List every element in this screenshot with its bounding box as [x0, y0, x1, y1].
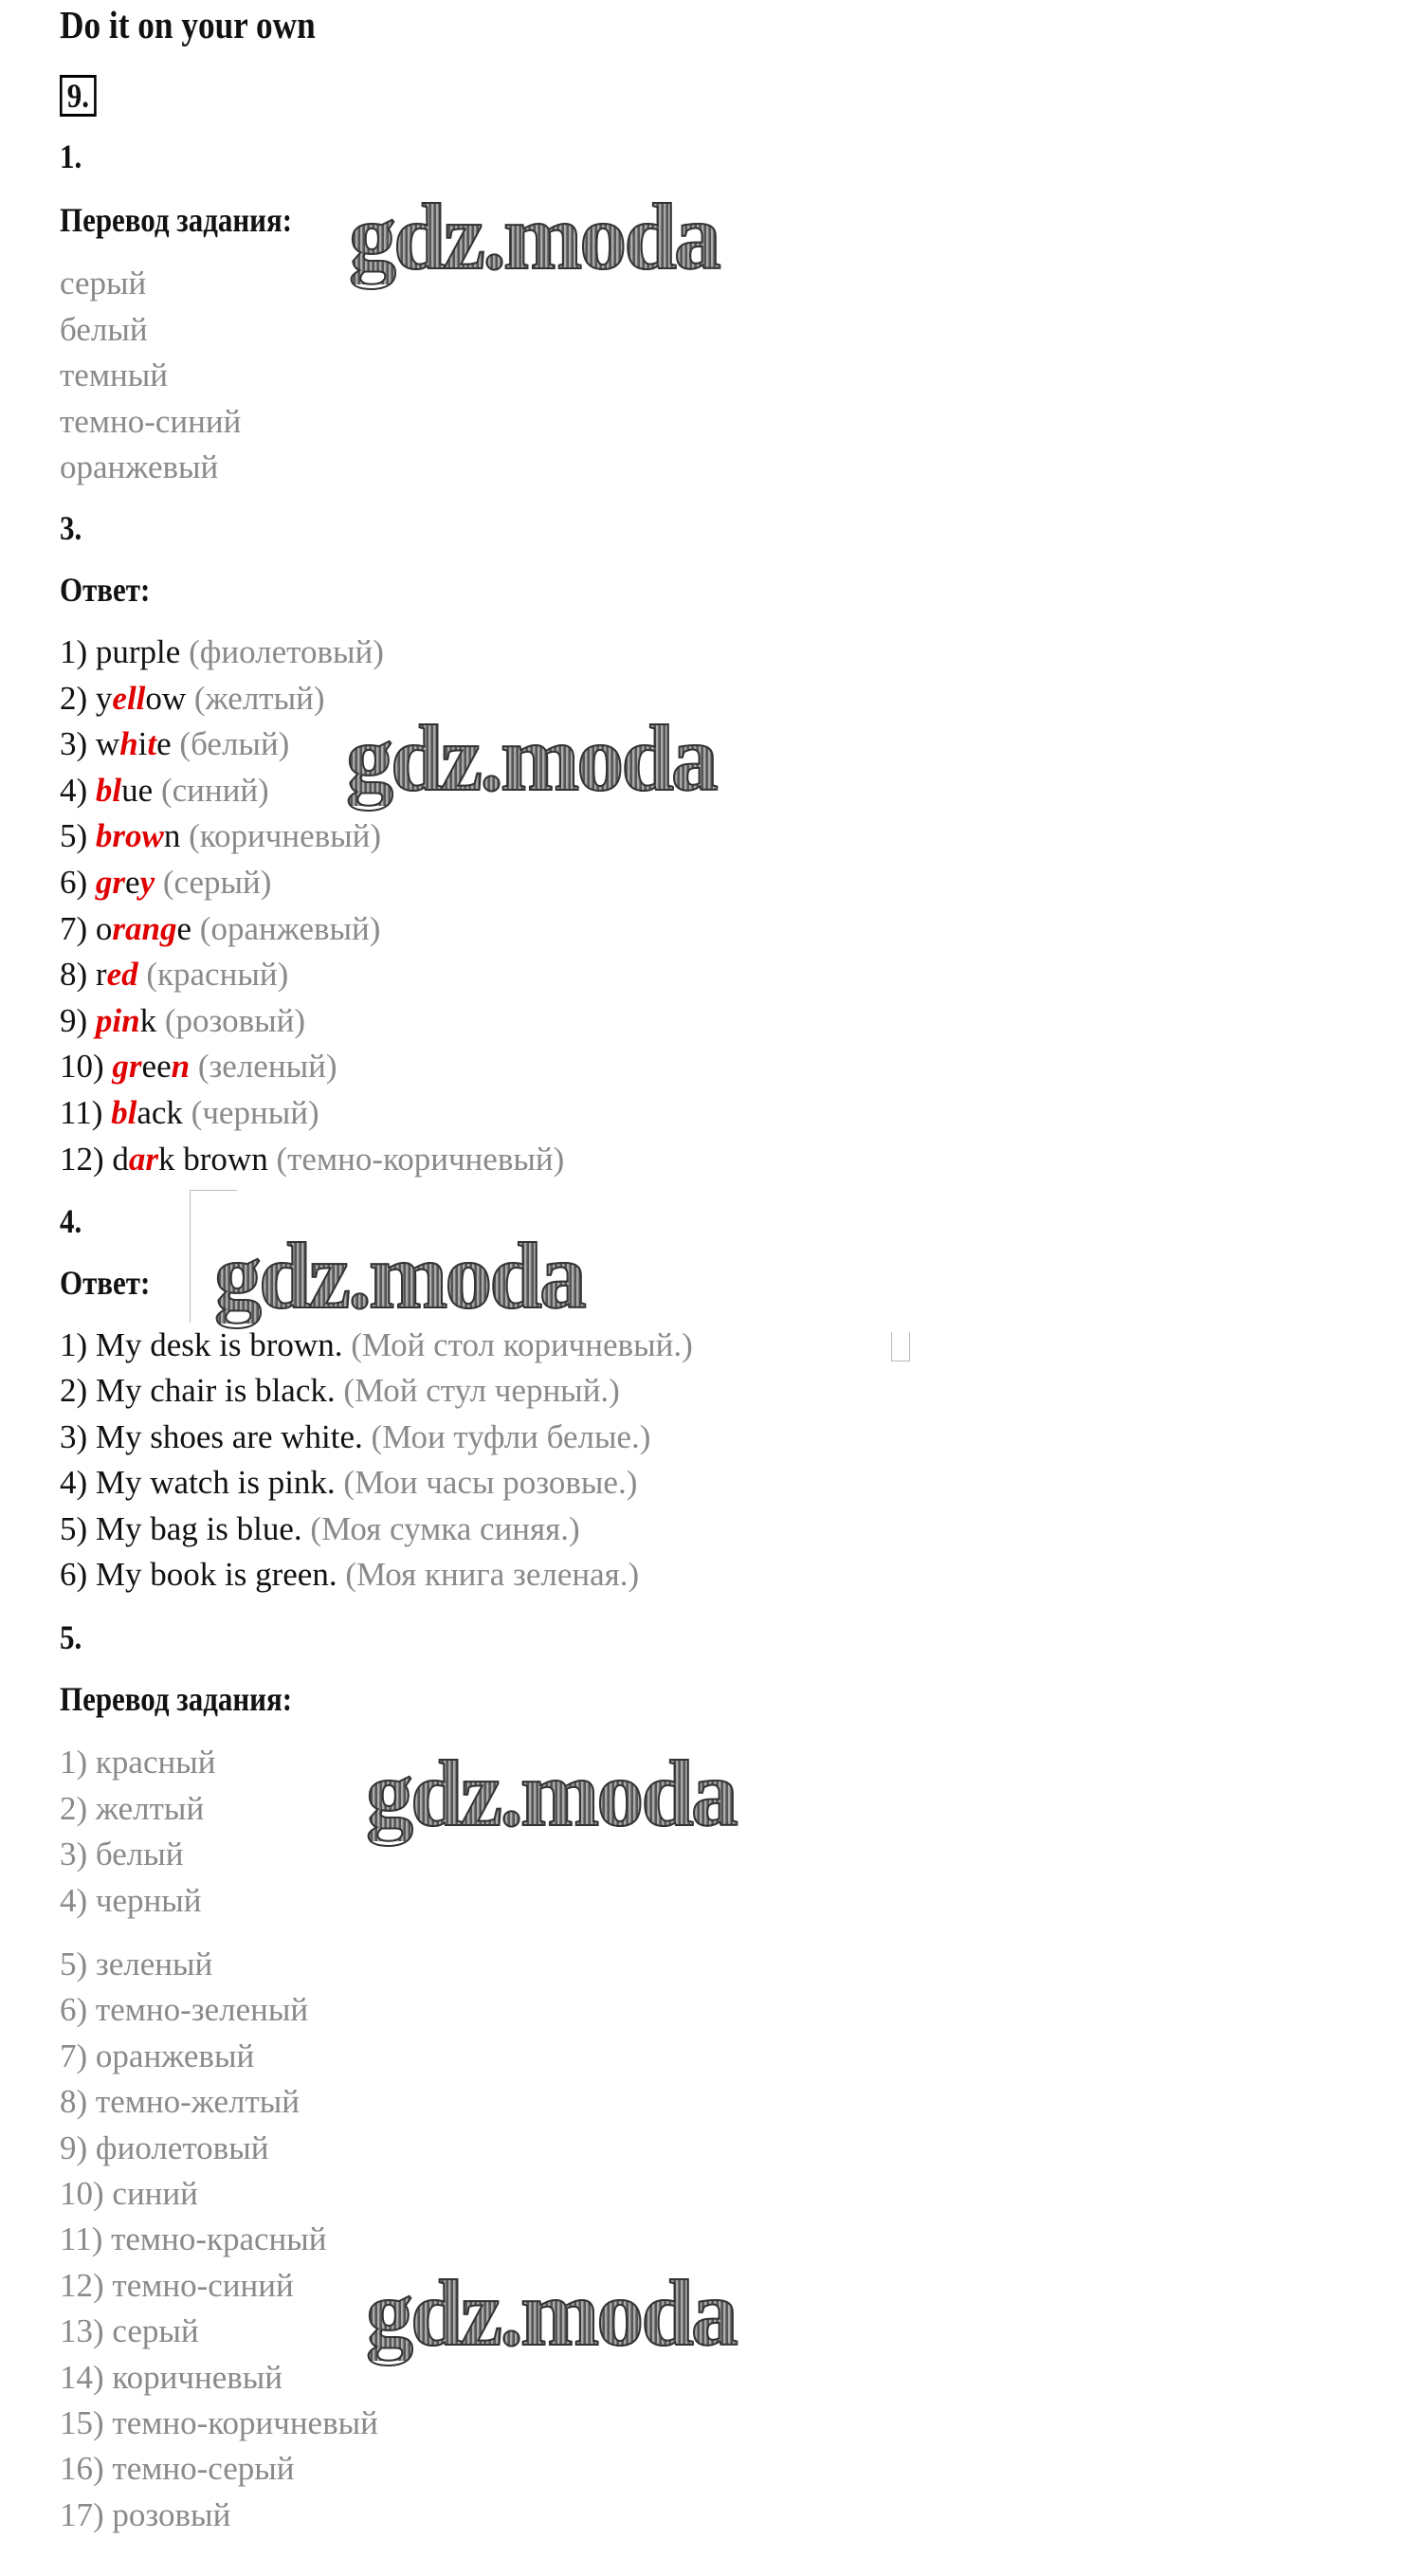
word-part: k brown	[158, 1140, 268, 1178]
word-part: e	[176, 909, 192, 947]
section-1-number: 1.	[60, 137, 82, 175]
translation-item: 16) темно-серый	[60, 2450, 295, 2488]
word-part: e	[156, 725, 172, 763]
section-5-number: 5.	[60, 1618, 82, 1656]
translation: (розовый)	[156, 1001, 306, 1039]
item-number: 5)	[60, 817, 96, 855]
english-sentence: 5) My bag is blue.	[60, 1509, 311, 1547]
word-part: w	[95, 725, 120, 763]
word-part: k	[139, 1001, 157, 1039]
translation: (черный)	[182, 1094, 319, 1131]
word-part: y	[95, 679, 113, 717]
answer-item	[60, 908, 380, 950]
word-part: purple	[95, 633, 181, 670]
word-part: ow	[145, 679, 187, 717]
item-number: 4)	[60, 771, 96, 809]
translation: (белый)	[171, 725, 290, 763]
section-3-heading: Ответ:	[60, 571, 151, 609]
watermark: gdz.moda	[366, 2260, 736, 2366]
answer-item	[60, 954, 288, 996]
highlighted-letters: ed	[106, 956, 138, 994]
item-number: 11)	[60, 1094, 112, 1131]
english-sentence: 1) My desk is brown.	[60, 1326, 352, 1363]
translation-item: темный	[60, 356, 168, 394]
sentence-item	[60, 1554, 639, 1596]
highlighted-letters: y	[139, 864, 155, 901]
english-sentence: 4) My watch is pink.	[60, 1464, 344, 1502]
translation: (синий)	[153, 771, 269, 809]
translation: (темно-коричневый)	[267, 1140, 565, 1178]
translation: (Мои туфли белые.)	[371, 1417, 651, 1455]
watermark: gdz.moda	[346, 705, 716, 811]
translation-item: 7) оранжевый	[60, 2037, 255, 2074]
translation-item: 17) розовый	[60, 2495, 231, 2533]
word-part: i	[137, 725, 148, 763]
highlighted-letters: rang	[112, 909, 177, 947]
item-number: 3)	[60, 725, 96, 763]
word-part: n	[163, 817, 181, 855]
page-title: Do it on your own	[60, 3, 316, 46]
bracket-mark	[190, 1190, 237, 1191]
translation-item: 4) черный	[60, 1881, 202, 1919]
answer-item	[60, 1139, 564, 1180]
section-1-heading: Перевод задания:	[60, 201, 293, 239]
exercise-number-badge: 9.	[60, 75, 97, 117]
translation: (фиолетовый)	[180, 633, 384, 670]
answer-item	[60, 631, 384, 673]
translation-item: 8) темно-желтый	[60, 2083, 301, 2121]
answer-item	[60, 862, 271, 904]
translation-item: 12) темно-синий	[60, 2266, 294, 2304]
translation-item: 13) серый	[60, 2312, 199, 2350]
translation: (зеленый)	[190, 1048, 337, 1086]
translation-item: 5) зеленый	[60, 1946, 213, 1982]
english-sentence: 6) My book is green.	[60, 1556, 346, 1593]
word-part: ue	[121, 771, 154, 809]
watermark: gdz.moda	[214, 1223, 584, 1328]
item-number: 6)	[60, 864, 96, 901]
sentence-item	[60, 1370, 620, 1412]
translation-item: 10) синий	[60, 2175, 198, 2212]
word-part: d	[112, 1140, 129, 1178]
answer-item	[60, 1092, 319, 1134]
watermark: gdz.moda	[366, 1741, 736, 1846]
word-part: r	[95, 956, 107, 994]
highlighted-letters: gr	[112, 1048, 142, 1086]
item-number: 7)	[60, 909, 96, 947]
bracket-mark	[891, 1332, 910, 1361]
word-part: ee	[141, 1048, 172, 1086]
highlighted-letters: pin	[95, 1001, 140, 1039]
translation-item: 14) коричневый	[60, 2358, 283, 2396]
word-part: ack	[137, 1094, 183, 1131]
item-number: 1)	[60, 633, 96, 670]
translation-item: серый	[60, 265, 147, 301]
sentence-item	[60, 1325, 693, 1366]
translation-item: оранжевый	[60, 448, 219, 486]
translation: (красный)	[137, 956, 289, 994]
highlighted-letters: gr	[95, 864, 126, 901]
item-number: 2)	[60, 679, 96, 717]
translation-item: 3) белый	[60, 1836, 184, 1873]
translation-item: 6) темно-зеленый	[60, 1991, 309, 2029]
translation: (оранжевый)	[191, 909, 381, 947]
answer-item	[60, 1000, 305, 1042]
answer-item	[60, 1046, 337, 1087]
translation: (Моя книга зеленая.)	[345, 1556, 640, 1593]
highlighted-letters: ell	[112, 679, 146, 717]
highlighted-letters: t	[147, 725, 157, 763]
highlighted-letters: n	[171, 1048, 191, 1086]
translation: (Мои часы розовые.)	[343, 1464, 638, 1502]
sentence-item	[60, 1508, 580, 1550]
translation-item: 11) темно-красный	[60, 2220, 327, 2258]
watermark: gdz.moda	[349, 184, 719, 289]
highlighted-letters: h	[119, 725, 138, 763]
highlighted-letters: bl	[95, 771, 122, 809]
answer-item	[60, 770, 269, 812]
translation-item: темно-синий	[60, 402, 242, 440]
translation: (желтый)	[186, 679, 325, 717]
translation: (серый)	[155, 864, 272, 901]
item-number: 10)	[60, 1048, 113, 1086]
bracket-mark	[190, 1190, 191, 1323]
section-5-heading: Перевод задания:	[60, 1680, 293, 1718]
translation: (Мой стул черный.)	[343, 1372, 620, 1410]
sentence-item	[60, 1462, 637, 1504]
sentence-item	[60, 1416, 650, 1458]
highlighted-letters: brow	[95, 817, 164, 855]
english-sentence: 3) My shoes are white.	[60, 1417, 372, 1455]
translation-item: 9) фиолетовый	[60, 2128, 269, 2166]
item-number: 9)	[60, 1001, 96, 1039]
english-sentence: 2) My chair is black.	[60, 1372, 344, 1410]
translation-item: 15) темно-коричневый	[60, 2404, 378, 2441]
translation-item: 2) желтый	[60, 1789, 205, 1827]
word-part: e	[125, 864, 140, 901]
section-4-heading: Ответ:	[60, 1264, 151, 1302]
word-part: o	[95, 909, 113, 947]
answer-item	[60, 678, 325, 720]
answer-item	[60, 815, 381, 857]
translation-item: 1) красный	[60, 1744, 216, 1781]
section-4-number: 4.	[60, 1202, 82, 1240]
item-number: 8)	[60, 956, 96, 994]
translation-item: белый	[60, 310, 148, 348]
translation: (Мой стол коричневый.)	[351, 1326, 693, 1363]
section-3-number: 3.	[60, 509, 82, 547]
highlighted-letters: ar	[128, 1140, 159, 1178]
highlighted-letters: bl	[111, 1094, 137, 1131]
item-number: 12)	[60, 1140, 113, 1178]
translation: (Моя сумка синяя.)	[310, 1509, 580, 1547]
answer-item	[60, 723, 289, 765]
translation: (коричневый)	[180, 817, 382, 855]
